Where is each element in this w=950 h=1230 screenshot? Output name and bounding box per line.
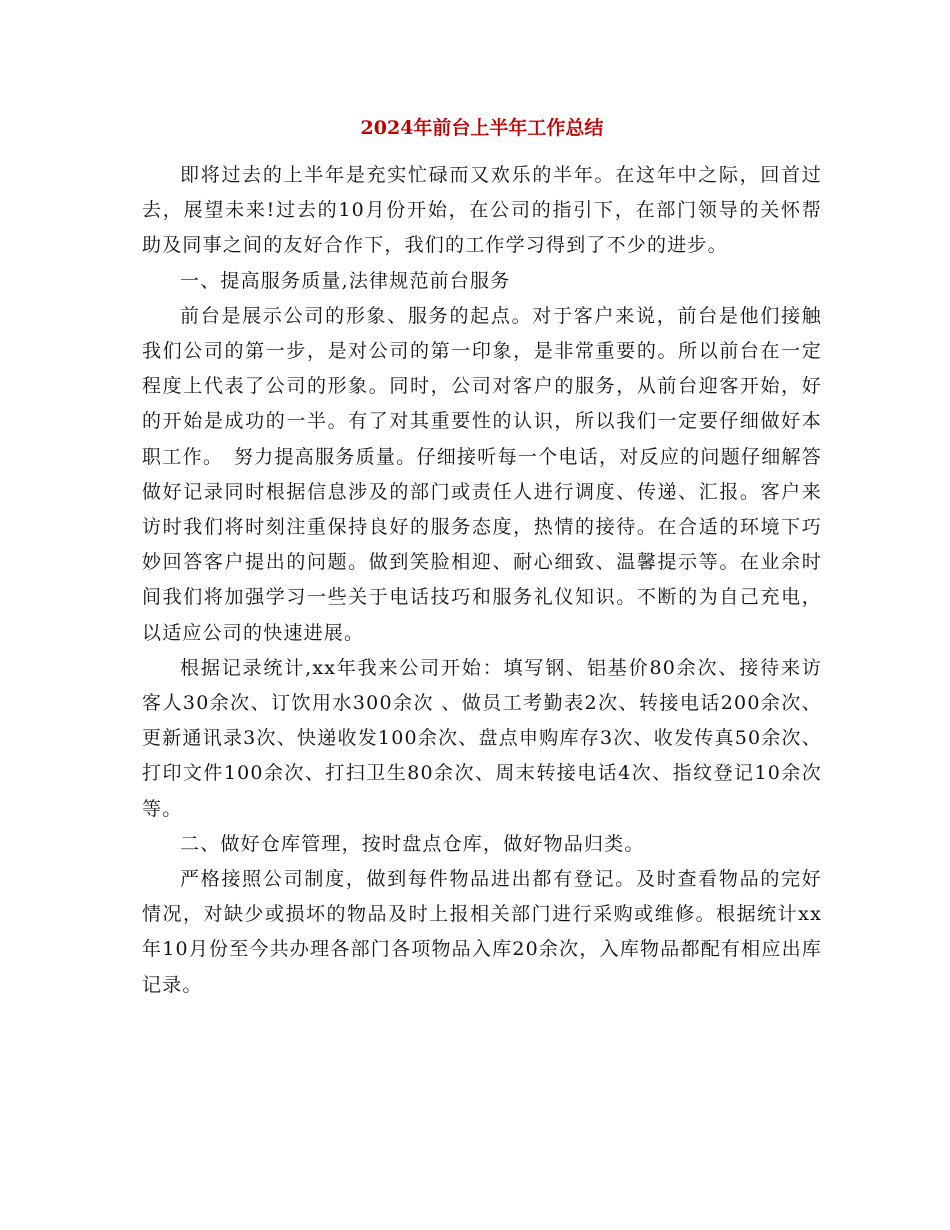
section-heading-warehouse: 二、做好仓库管理，按时盘点仓库，做好物品归类。 xyxy=(180,832,645,855)
paragraph-statistics: 根据记录统计,xx年我来公司开始：填写钢、铝基价80余次、接待来访客人30余次、订饮用水300余次 、做员工考勤表2次、转接电话200余次、更新通讯录3次、快递收发100余次、盘点申购库存3次、收发传真50余次、打印文件100余次、打扫卫生80余次、周末转接电话4次、指纹登记10余次等。 xyxy=(142,656,822,820)
paragraph-service: 前台是展示公司的形象、服务的起点。对于客户来说，前台是他们接触我们公司的第一步，是对公司的第一印象，是非常重要的。所以前台在一定程度上代表了公司的形象。同时，公司对客户的服务，从前台迎客开始，好的开始是成功的一半。有了对其重要性的认识，所以我们一定要仔细做好本职工作。 努力提高服务质量。仔细接听每一个电话，对反应的问题仔细解答做好记录同时根据信息涉及的部门或责任人进行调度、传递、汇报。客户来访时我们将时刻注重保持良好的服务态度，热情的接待。在合适的环境下巧妙回答客户提出的问题。做到笑脸相迎、耐心细致、温馨提示等。在业余时间我们将加强学习一些关于电话技巧和服务礼仪知识。不断的为自己充电，以适应公司的快速进展。 xyxy=(142,304,822,644)
paragraph-intro: 即将过去的上半年是充实忙碌而又欢乐的半年。在这年中之际，回首过去，展望未来!过去的10月份开始，在公司的指引下，在部门领导的关怀帮助及同事之间的友好合作下，我们的工作学习得到了不少的进步。 xyxy=(142,164,822,257)
section-heading-service: 一、提高服务质量,法律规范前台服务 xyxy=(180,269,511,292)
paragraph-warehouse: 严格接照公司制度，做到每件物品进出都有登记。及时查看物品的完好情况，对缺少或损坏的物品及时上报相关部门进行采购或维修。根据统计xx年10月份至今共办理各部门各项物品入库20余次，入库物品都配有相应出库记录。 xyxy=(142,868,822,996)
document-title: 2024年前台上半年工作总结 xyxy=(360,117,604,139)
